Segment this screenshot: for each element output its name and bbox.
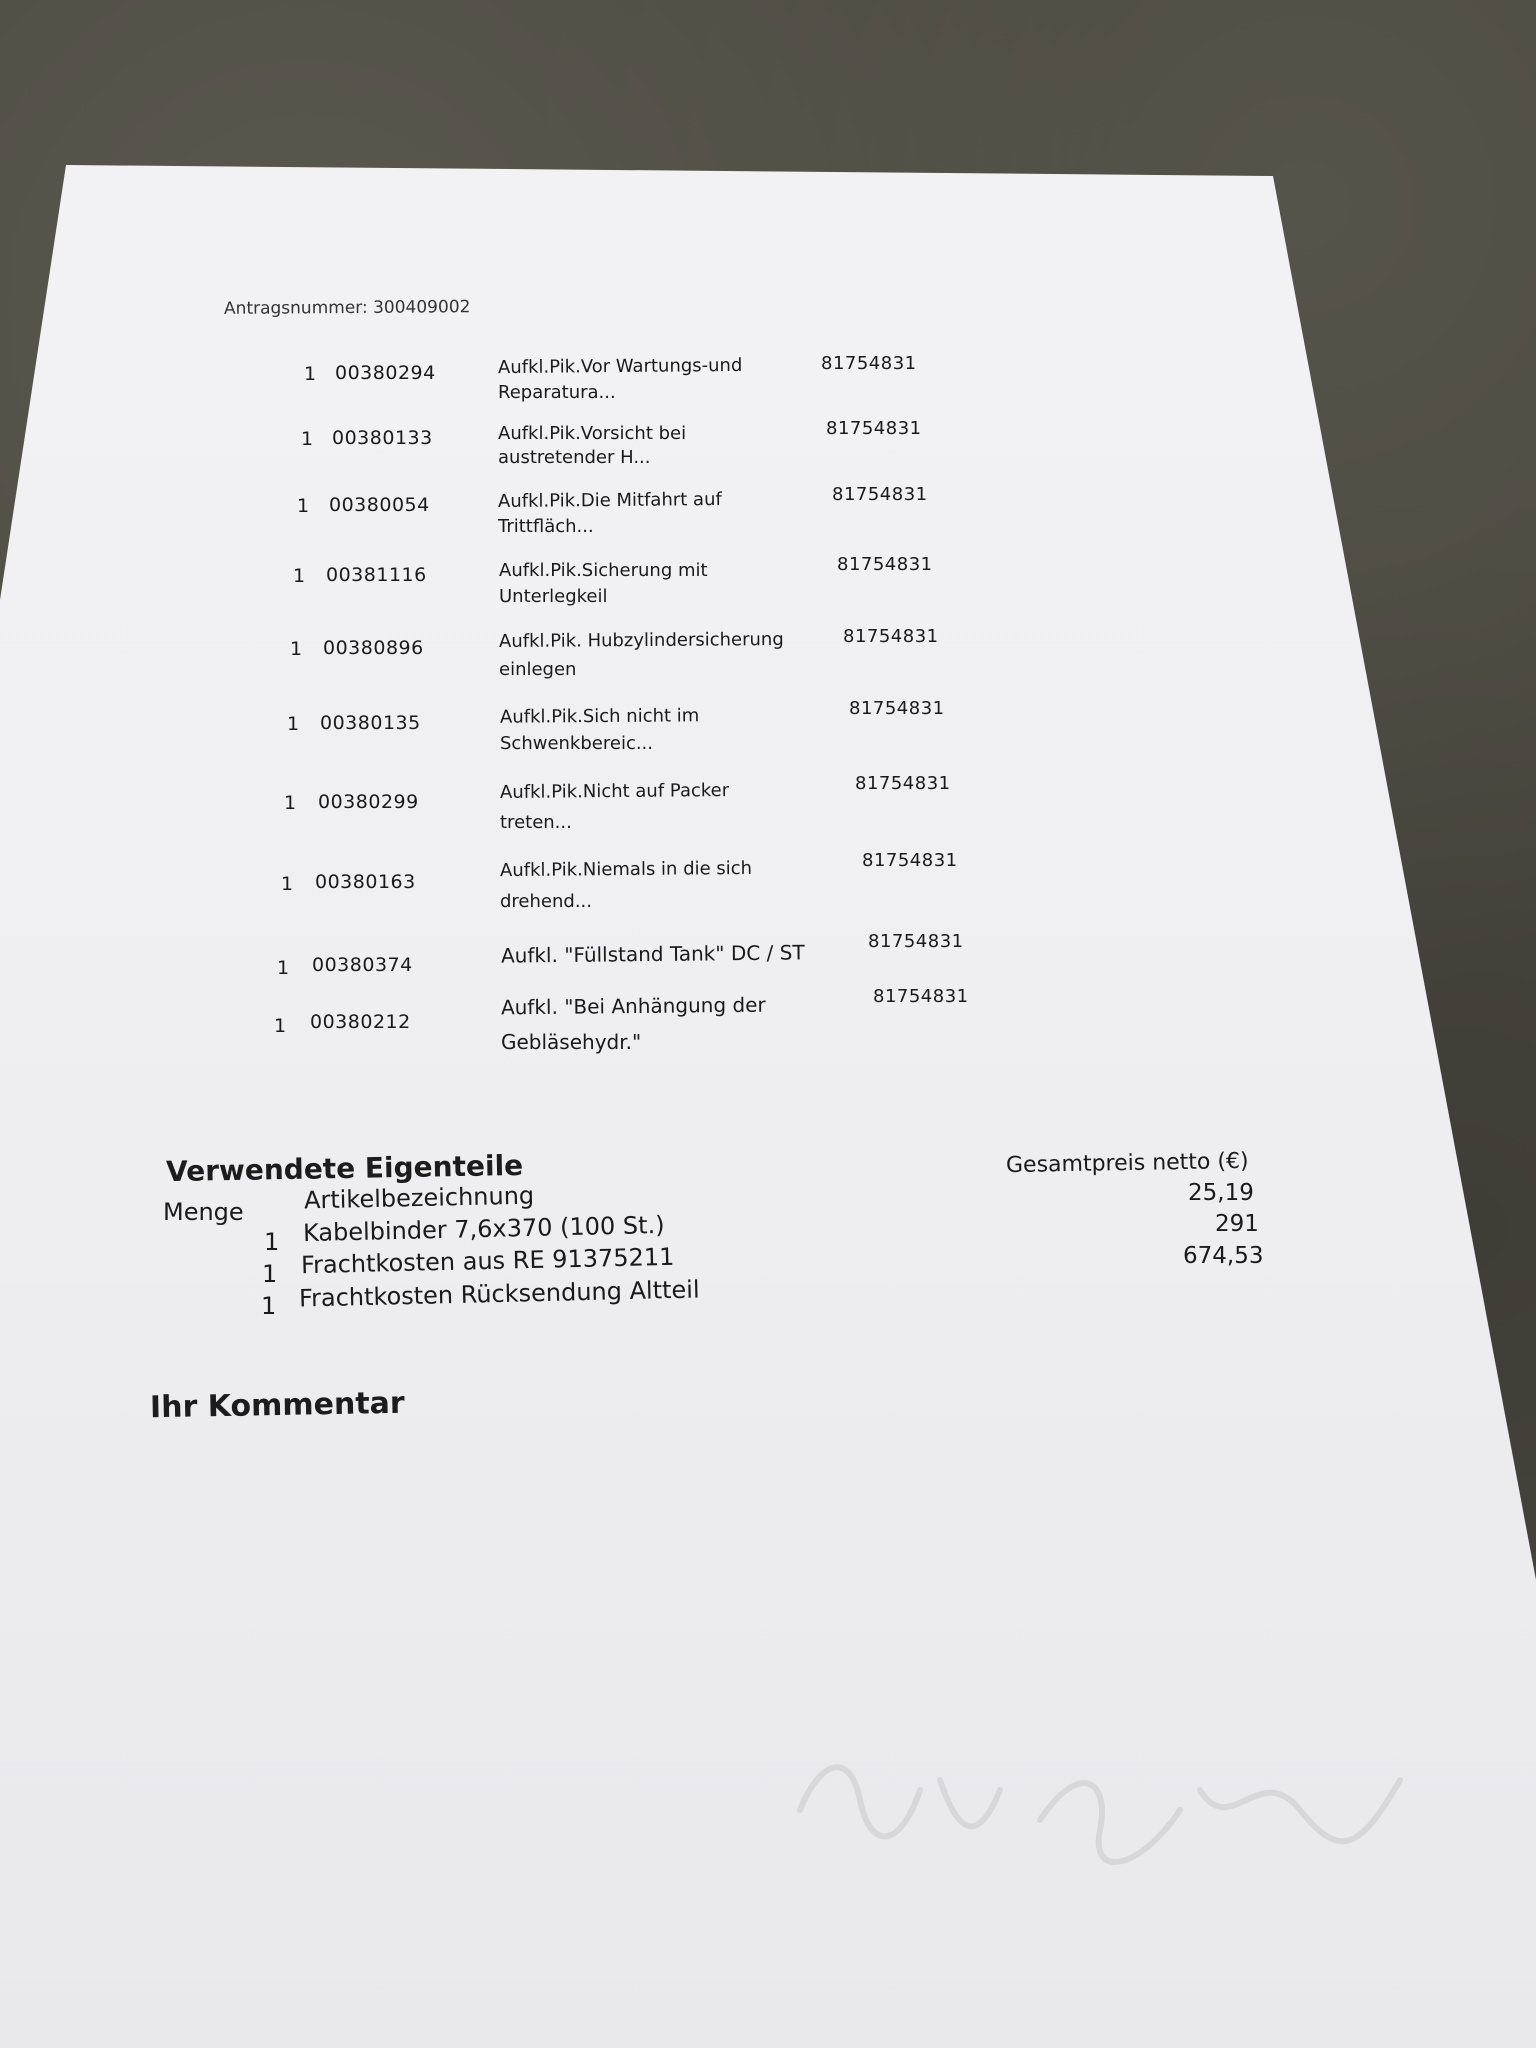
item-desc-line1: Aufkl.Pik.Sich nicht im xyxy=(499,705,700,728)
item-code: 00380294 xyxy=(335,362,436,384)
item-desc-line2: Reparatura... xyxy=(498,382,616,403)
part-price: 25,19 xyxy=(1188,1180,1254,1206)
item-ref: 81754831 xyxy=(837,554,933,575)
item-desc-line1: Aufkl. "Bei Anhängung der xyxy=(500,992,766,1020)
item-desc-line2: einlegen xyxy=(499,659,577,680)
part-price: 674,53 xyxy=(1183,1243,1264,1269)
item-ref: 81754831 xyxy=(832,484,928,505)
item-desc-line1: Aufkl.Pik.Sicherung mit xyxy=(499,560,708,581)
item-code: 00380133 xyxy=(332,427,433,449)
comment-heading: Ihr Kommentar xyxy=(149,1385,405,1426)
item-desc-line2: Gebläsehydr." xyxy=(501,1030,642,1054)
item-code: 00380135 xyxy=(320,712,421,734)
item-desc-line2: Unterlegkeil xyxy=(499,586,608,607)
item-desc-line2: Schwenkbereic... xyxy=(500,733,653,754)
item-ref: 81754831 xyxy=(821,353,917,374)
item-code: 00380299 xyxy=(318,791,419,813)
part-description: Frachtkosten aus RE 91375211 xyxy=(300,1242,675,1280)
item-desc-line2: austretender H... xyxy=(498,447,651,468)
item-desc-line2: Trittfläch... xyxy=(498,516,594,537)
column-header-description: Artikelbezeichnung xyxy=(303,1181,535,1215)
column-header-price: Gesamtpreis netto (€) xyxy=(1005,1148,1249,1179)
column-header-qty: Menge xyxy=(163,1198,244,1226)
item-code: 00380163 xyxy=(315,871,416,893)
item-desc-line1: Aufkl.Pik.Die Mitfahrt auf xyxy=(497,489,722,512)
item-qty: 1 xyxy=(281,873,294,895)
item-desc-line1: Aufkl.Pik.Nicht auf Packer xyxy=(499,780,730,803)
item-qty: 1 xyxy=(277,957,290,979)
item-code: 00380054 xyxy=(329,494,430,516)
application-number: Antragsnummer: 300409002 xyxy=(223,297,471,319)
part-qty: 1 xyxy=(262,1260,278,1288)
item-ref: 81754831 xyxy=(849,698,945,719)
item-qty: 1 xyxy=(297,495,310,517)
item-ref: 81754831 xyxy=(826,418,922,439)
item-desc-line2: drehend... xyxy=(500,891,592,912)
part-description: Kabelbinder 7,6x370 (100 St.) xyxy=(302,1210,665,1248)
item-code: 00381116 xyxy=(326,564,427,586)
item-code: 00380212 xyxy=(310,1011,411,1033)
item-ref: 81754831 xyxy=(868,931,964,952)
item-desc-line1: Aufkl.Pik.Vor Wartungs-und xyxy=(497,354,743,379)
item-ref: 81754831 xyxy=(873,986,969,1007)
item-desc-line1: Aufkl.Pik.Niemals in die sich xyxy=(499,857,753,882)
item-qty: 1 xyxy=(274,1015,287,1037)
item-qty: 1 xyxy=(284,792,297,814)
item-code: 00380896 xyxy=(323,637,424,659)
item-desc-line1: Aufkl.Pik. Hubzylindersicherung xyxy=(498,629,784,652)
item-qty: 1 xyxy=(290,638,303,660)
item-desc-line1: Aufkl. "Füllstand Tank" DC / ST xyxy=(500,940,805,968)
item-ref: 81754831 xyxy=(843,626,939,647)
part-qty: 1 xyxy=(261,1292,277,1320)
item-ref: 81754831 xyxy=(862,850,958,871)
item-qty: 1 xyxy=(287,713,300,735)
part-description: Frachtkosten Rücksendung Altteil xyxy=(298,1275,700,1313)
item-desc-line1: Aufkl.Pik.Vorsicht bei xyxy=(498,423,687,444)
item-desc-line2: treten... xyxy=(500,812,572,833)
item-ref: 81754831 xyxy=(855,773,951,794)
item-qty: 1 xyxy=(293,565,306,587)
parts-heading: Verwendete Eigenteile xyxy=(165,1148,524,1189)
part-qty: 1 xyxy=(264,1228,280,1256)
signature-imprint xyxy=(780,1720,1420,1890)
item-code: 00380374 xyxy=(312,954,413,976)
part-price: 291 xyxy=(1215,1211,1259,1237)
item-qty: 1 xyxy=(301,428,314,450)
item-qty: 1 xyxy=(304,363,317,385)
